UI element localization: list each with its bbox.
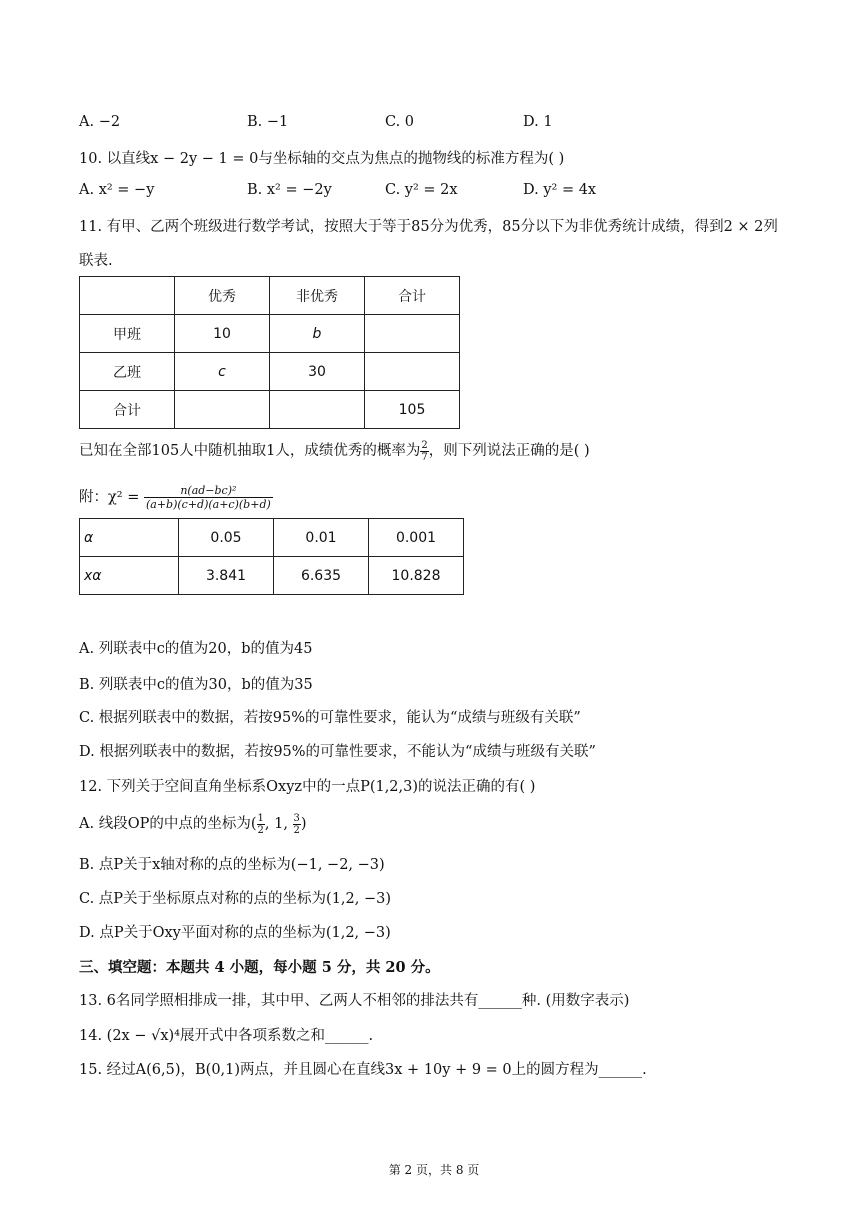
q9-option-d: D. 1 — [523, 114, 553, 130]
table-cell: 0.01 — [274, 519, 369, 557]
table-cell: 0.05 — [179, 519, 274, 557]
table-header: 优秀 — [175, 277, 270, 315]
q14-stem: 14. (2x − √x)⁴展开式中各项系数之和______. — [79, 1028, 374, 1044]
q13-stem: 13. 6名同学照相排成一排，其中甲、乙两人不相邻的排法共有______种. (用数字表示) — [79, 993, 630, 1009]
table-row — [80, 519, 464, 557]
q11-option-a: A. 列联表中c的值为20，b的值为45 — [79, 641, 313, 657]
table-cell: 10.828 — [369, 557, 464, 595]
formula-fraction: $\frac{\text{n(ad−bc)²}}{(a+b)(c+d)(a+c)(b+d)}$ — [145, 484, 271, 511]
q12-option-a: A. 线段OP的中点的坐标为( $\frac{1}{2}$ , 1, $\frac{3}{2}$ ) — [79, 812, 307, 836]
q12-option-c: C. 点P关于坐标原点对称的点的坐标为(1,2, −3) — [79, 891, 392, 907]
table-row — [80, 353, 460, 391]
q10-option-c: C. y² = 2x — [385, 182, 458, 198]
page-footer: 第 2 页，共 8 页 — [388, 1163, 480, 1177]
table-cell: c — [175, 353, 270, 391]
q11-option-d: D. 根据列联表中的数据，若按95%的可靠性要求，不能认为“成绩与班级有关联” — [79, 744, 596, 760]
table-cell — [365, 315, 460, 353]
q12-option-b: B. 点P关于x轴对称的点的坐标为(−1, −2, −3) — [79, 857, 385, 873]
q10-option-d: D. y² = 4x — [523, 182, 597, 198]
q9-option-a: A. −2 — [79, 114, 121, 130]
table-row — [80, 391, 460, 429]
q11-option-b: B. 列联表中c的值为30，b的值为35 — [79, 677, 313, 693]
table-row — [80, 315, 460, 353]
table-row — [80, 557, 464, 595]
q10-stem: 10. 以直线x − 2y − 1 = 0与坐标轴的交点为焦点的抛物线的标准方程为( ) — [79, 151, 565, 167]
section-heading: 三、填空题：本题共 4 小题，每小题 5 分，共 20 分。 — [79, 959, 440, 976]
table-row — [80, 277, 460, 315]
table-cell — [270, 391, 365, 429]
table-cell — [175, 391, 270, 429]
probability-fraction: $\frac{2}{7}$ — [421, 439, 428, 463]
q9-option-b: B. −1 — [247, 114, 289, 130]
table-cell: 合计 — [80, 391, 175, 429]
q15-stem: 15. 经过A(6,5)，B(0,1)两点，并且圆心在直线3x + 10y + 9 = 0上的圆方程为______. — [79, 1062, 647, 1078]
q11-option-c: C. 根据列联表中的数据，若按95%的可靠性要求，能认为“成绩与班级有关联” — [79, 710, 581, 726]
q10-option-b: B. x² = −2y — [247, 182, 332, 198]
table-header: 合计 — [365, 277, 460, 315]
q11-stem-line1: 11. 有甲、乙两个班级进行数学考试，按照大于等于85分为优秀，85分以下为非优秀统计成绩，得到2 × 2列 — [79, 219, 778, 235]
contingency-table — [79, 276, 460, 429]
table-cell: 甲班 — [80, 315, 175, 353]
table-cell — [80, 277, 175, 315]
q12-option-d: D. 点P关于Oxy平面对称的点的坐标为(1,2, −3) — [79, 925, 391, 941]
q11-stem-line2: 联表. — [79, 253, 113, 269]
table-cell — [365, 353, 460, 391]
q12-stem: 12. 下列关于空间直角坐标系Oxyz中的一点P(1,2,3)的说法正确的有( ) — [79, 779, 536, 795]
table-cell: 3.841 — [179, 557, 274, 595]
q11-prob-after: ，则下列说法正确的是( ) — [428, 443, 590, 459]
fraction: $\frac{3}{2}$ — [293, 812, 300, 836]
q9-option-c: C. 0 — [385, 114, 415, 130]
table-cell: 6.635 — [274, 557, 369, 595]
chi-square-formula — [79, 484, 273, 511]
table-cell: xα — [80, 557, 179, 595]
table-cell: 0.001 — [369, 519, 464, 557]
table-cell: 105 — [365, 391, 460, 429]
table-cell: 30 — [270, 353, 365, 391]
table-cell: b — [270, 315, 365, 353]
table-cell: 10 — [175, 315, 270, 353]
attach-label: 附：χ² = — [79, 489, 140, 506]
q11-probability-line — [79, 439, 590, 463]
fraction: $\frac{1}{2}$ — [257, 812, 264, 836]
table-cell: α — [80, 519, 179, 557]
critical-value-table — [79, 518, 464, 595]
table-cell: 乙班 — [80, 353, 175, 391]
q11-prob-before: 已知在全部105人中随机抽取1人，成绩优秀的概率为 — [79, 443, 421, 459]
q10-option-a: A. x² = −y — [79, 182, 155, 198]
table-header: 非优秀 — [270, 277, 365, 315]
